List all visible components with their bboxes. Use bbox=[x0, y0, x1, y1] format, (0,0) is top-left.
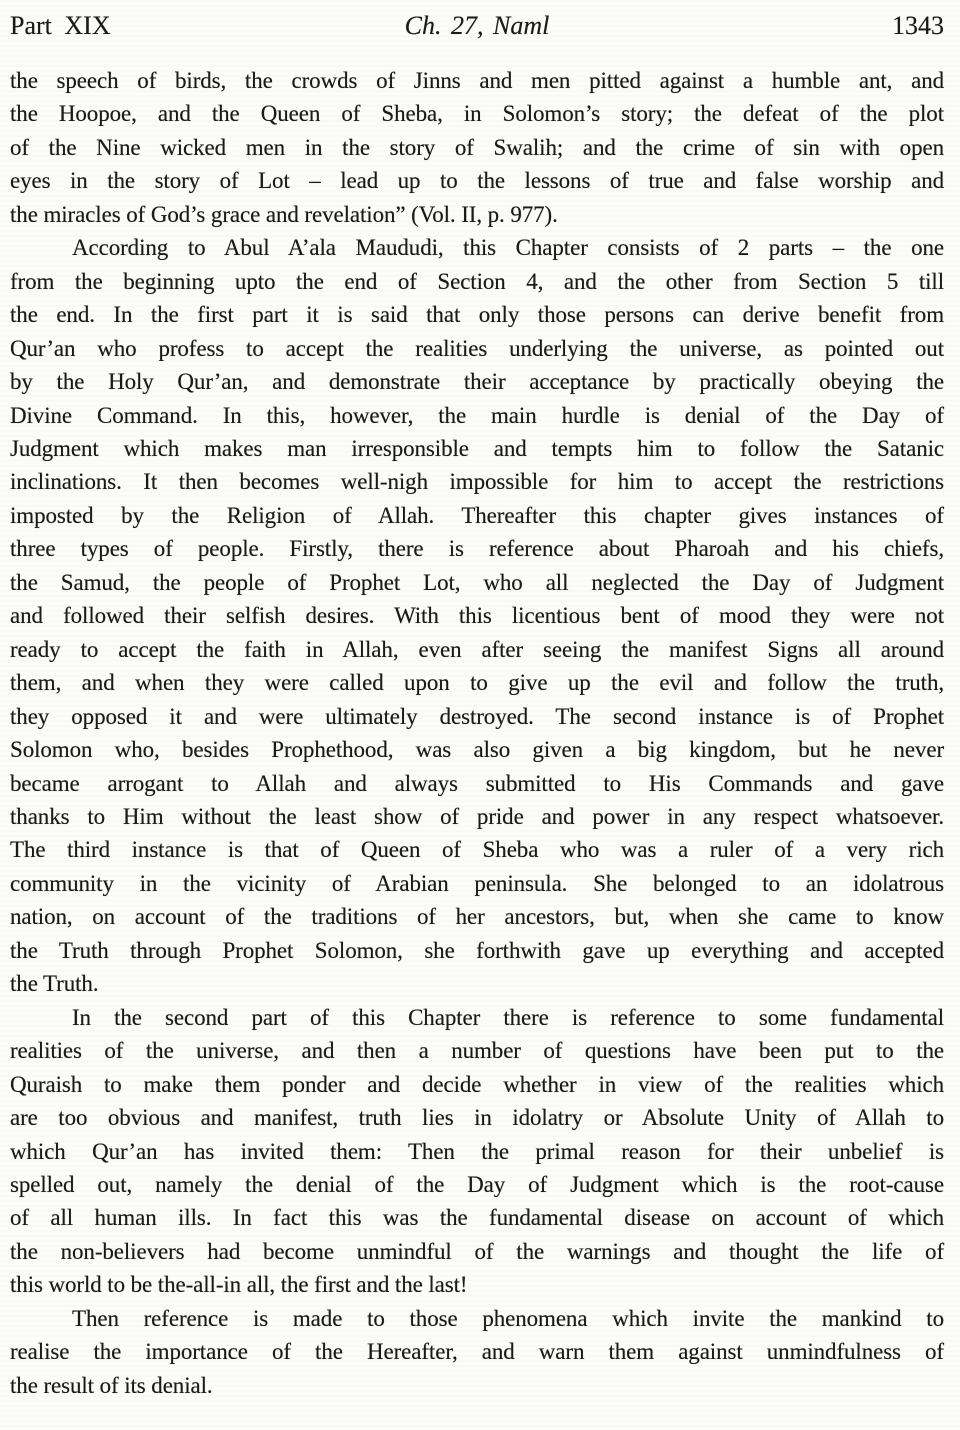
text-line: According to Abul A’ala Maududi, this Chapter consists of 2 parts – the one bbox=[72, 235, 944, 261]
text-line: and followed their selfish desires. With this licentious bent of mood they were not bbox=[10, 603, 944, 629]
chapter-title: Ch. 27, Naml bbox=[404, 11, 550, 40]
text-line: Judgment which makes man irresponsible and tempts him to follow the Satanic bbox=[10, 435, 944, 461]
text-line: they opposed it and were ultimately destroyed. The second instance is of Prophet bbox=[10, 703, 944, 729]
text-line: Then reference is made to those phenomena which invite the mankind to bbox=[72, 1305, 944, 1331]
page-header bbox=[10, 10, 944, 42]
text-line: ready to accept the faith in Allah, even after seeing the manifest Signs all around bbox=[10, 636, 944, 662]
text-line: The third instance is that of Queen of Sheba who was a ruler of a very rich bbox=[10, 837, 944, 863]
text-line: inclinations. It then becomes well-nigh impossible for him to accept the restrictions bbox=[10, 469, 944, 495]
text-line: of all human ills. In fact this was the fundamental disease on account of which bbox=[10, 1205, 944, 1231]
text-line: the Hoopoe, and the Queen of Sheba, in Solomon’s story; the defeat of the plot bbox=[10, 101, 944, 127]
text-line: Qur’an who profess to accept the realities underlying the universe, as pointed out bbox=[10, 335, 944, 361]
text-line: the end. In the first part it is said that only those persons can derive benefit from bbox=[10, 302, 944, 328]
text-line: thanks to Him without the least show of pride and power in any respect whatsoever. bbox=[10, 803, 944, 829]
text-line: the Samud, the people of Prophet Lot, who all neglected the Day of Judgment bbox=[10, 569, 944, 595]
text-line: of the Nine wicked men in the story of Swalih; and the crime of sin with open bbox=[10, 134, 944, 160]
text-line: by the Holy Qur’an, and demonstrate their acceptance by practically obeying the bbox=[10, 369, 944, 395]
text-line: three types of people. Firstly, there is reference about Pharoah and his chiefs, bbox=[10, 536, 944, 562]
text-line: this world to be the-all-in all, the first and the last! bbox=[10, 1272, 468, 1298]
text-line: eyes in the story of Lot – lead up to the lessons of true and false worship and bbox=[10, 168, 944, 194]
text-line: realise the importance of the Hereafter, and warn them against unmindfulness of bbox=[10, 1339, 944, 1365]
text-line: them, and when they were called upon to give up the evil and follow the truth, bbox=[10, 670, 944, 696]
text-line: became arrogant to Allah and always submitted to His Commands and gave bbox=[10, 770, 944, 796]
page-body bbox=[10, 64, 944, 1402]
text-line: are too obvious and manifest, truth lies in idolatry or Absolute Unity of Allah to bbox=[10, 1105, 944, 1131]
text-line: realities of the universe, and then a number of questions have been put to the bbox=[10, 1038, 944, 1064]
text-line: the speech of birds, the crowds of Jinns and men pitted against a humble ant, and bbox=[10, 68, 944, 93]
text-line: In the second part of this Chapter there is reference to some fundamental bbox=[72, 1004, 944, 1030]
text-line: from the beginning upto the end of Section 4, and the other from Section 5 till bbox=[10, 268, 944, 294]
text-line: Divine Command. In this, however, the main hurdle is denial of the Day of bbox=[10, 402, 944, 428]
text-line: the result of its denial. bbox=[10, 1372, 213, 1398]
text-line: the Truth. bbox=[10, 971, 99, 997]
text-line: the non-believers had become unmindful of the warnings and thought the life of bbox=[10, 1238, 944, 1264]
text-line: nation, on account of the traditions of her ancestors, but, when she came to know bbox=[10, 904, 944, 930]
text-line: Quraish to make them ponder and decide whether in view of the realities which bbox=[10, 1071, 944, 1097]
text-line: which Qur’an has invited them: Then the primal reason for their unbelief is bbox=[10, 1138, 944, 1164]
text-line: community in the vicinity of Arabian peninsula. She belonged to an idolatrous bbox=[10, 870, 944, 896]
page-number: 1343 bbox=[892, 11, 944, 40]
text-line: Solomon who, besides Prophethood, was also given a big kingdom, but he never bbox=[10, 737, 944, 763]
text-line: spelled out, namely the denial of the Day of Judgment which is the root-cause bbox=[10, 1171, 944, 1197]
text-line: the miracles of God’s grace and revelation” (Vol. II, p. 977). bbox=[10, 201, 558, 227]
text-line: the Truth through Prophet Solomon, she forthwith gave up everything and accepted bbox=[10, 937, 944, 963]
text-line: imposted by the Religion of Allah. Thereafter this chapter gives instances of bbox=[10, 502, 944, 528]
part-label: Part XIX bbox=[10, 11, 111, 40]
